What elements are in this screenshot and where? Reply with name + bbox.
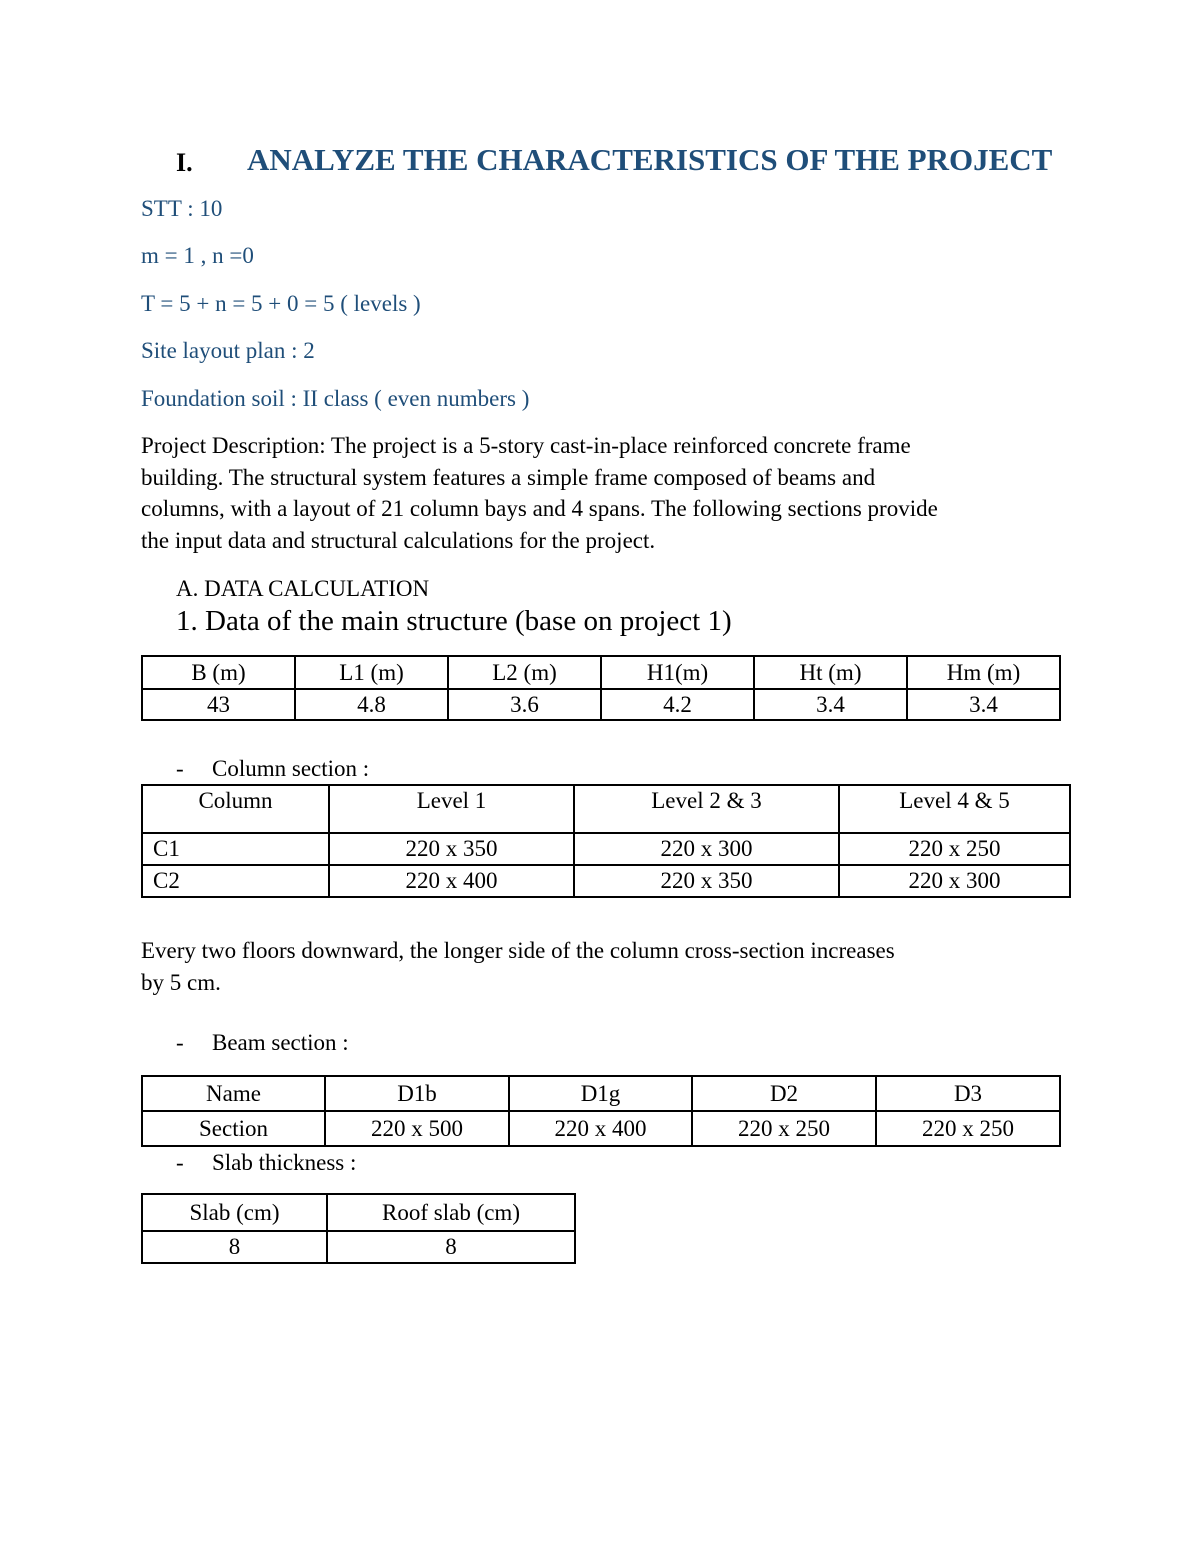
beam-section-label: Beam section : xyxy=(212,1030,349,1055)
table-cell: 4.8 xyxy=(295,689,448,720)
description-line: building. The structural system features a simple frame composed of beams and xyxy=(141,464,876,490)
table-cell: Section xyxy=(142,1111,325,1146)
table-cell: C2 xyxy=(142,865,329,897)
column-section-label: Column section : xyxy=(212,756,370,781)
column-section-item xyxy=(176,756,370,782)
description-line: columns, with a layout of 21 column bays and 4 spans. The following sections provide xyxy=(141,496,938,521)
table-header-cell: Level 4 & 5 xyxy=(839,785,1070,833)
param-stt: STT : 10 xyxy=(141,196,223,221)
table-cell: 220 x 350 xyxy=(574,865,839,897)
param-t: T = 5 + n = 5 + 0 = 5 ( levels ) xyxy=(141,291,421,316)
table-header-cell: Name xyxy=(142,1076,325,1111)
table-cell: 3.6 xyxy=(448,689,601,720)
table-cell: 220 x 250 xyxy=(692,1111,876,1146)
table-cell: 43 xyxy=(142,689,295,720)
param-mn: m = 1 , n =0 xyxy=(141,243,254,268)
table-cell: 220 x 400 xyxy=(509,1111,692,1146)
table-cell: 8 xyxy=(142,1231,327,1263)
table-cell: 220 x 250 xyxy=(876,1111,1060,1146)
table-header-cell: Column xyxy=(142,785,329,833)
table-header-cell: D3 xyxy=(876,1076,1060,1111)
bullet-dash: - xyxy=(176,756,184,781)
table-header-cell: Ht (m) xyxy=(754,656,907,689)
table-header-cell: Level 2 & 3 xyxy=(574,785,839,833)
table-header-cell: Slab (cm) xyxy=(142,1194,327,1231)
table-cell: 8 xyxy=(327,1231,575,1263)
table-header-cell: Roof slab (cm) xyxy=(327,1194,575,1231)
table-header-cell: D1b xyxy=(325,1076,509,1111)
beam-section-item xyxy=(176,1030,349,1056)
table-cell: 4.2 xyxy=(601,689,754,720)
table-cell: 220 x 300 xyxy=(574,833,839,865)
table-cell: 220 x 250 xyxy=(839,833,1070,865)
main-structure-table xyxy=(141,655,1061,721)
note-line: by 5 cm. xyxy=(141,969,221,995)
bullet-dash: - xyxy=(176,1150,184,1175)
table-cell: 220 x 350 xyxy=(329,833,574,865)
beam-section-table xyxy=(141,1075,1061,1147)
table-cell: 3.4 xyxy=(907,689,1060,720)
table-header-cell: L2 (m) xyxy=(448,656,601,689)
description-line: Project Description: The project is a 5-story cast-in-place reinforced concrete frame xyxy=(141,433,911,458)
column-note xyxy=(141,935,1101,998)
description-line: the input data and structural calculations for the project. xyxy=(141,527,656,553)
section-a-title: A. DATA CALCULATION xyxy=(176,576,430,601)
table-header-cell: D1g xyxy=(509,1076,692,1111)
heading-title: ANALYZE THE CHARACTERISTICS OF THE PROJECT xyxy=(247,142,1053,177)
note-line: Every two floors downward, the longer side of the column cross-section increases xyxy=(141,938,895,963)
section-1-title: 1. Data of the main structure (base on project 1) xyxy=(176,605,732,637)
table-cell: C1 xyxy=(142,833,329,865)
project-description xyxy=(141,430,1101,556)
table-header-cell: L1 (m) xyxy=(295,656,448,689)
slab-table xyxy=(141,1193,576,1264)
column-section-table xyxy=(141,784,1071,898)
slab-thickness-label: Slab thickness : xyxy=(212,1150,357,1175)
heading-number: I. xyxy=(176,148,193,177)
table-header-cell: Level 1 xyxy=(329,785,574,833)
slab-thickness-item xyxy=(176,1150,357,1176)
param-soil: Foundation soil : II class ( even numbers ) xyxy=(141,386,530,411)
table-header-cell: D2 xyxy=(692,1076,876,1111)
table-cell: 220 x 300 xyxy=(839,865,1070,897)
table-header-cell: H1(m) xyxy=(601,656,754,689)
bullet-dash: - xyxy=(176,1030,184,1055)
table-header-cell: Hm (m) xyxy=(907,656,1060,689)
table-cell: 220 x 500 xyxy=(325,1111,509,1146)
table-cell: 3.4 xyxy=(754,689,907,720)
table-header-cell: B (m) xyxy=(142,656,295,689)
table-cell: 220 x 400 xyxy=(329,865,574,897)
param-site: Site layout plan : 2 xyxy=(141,338,315,363)
